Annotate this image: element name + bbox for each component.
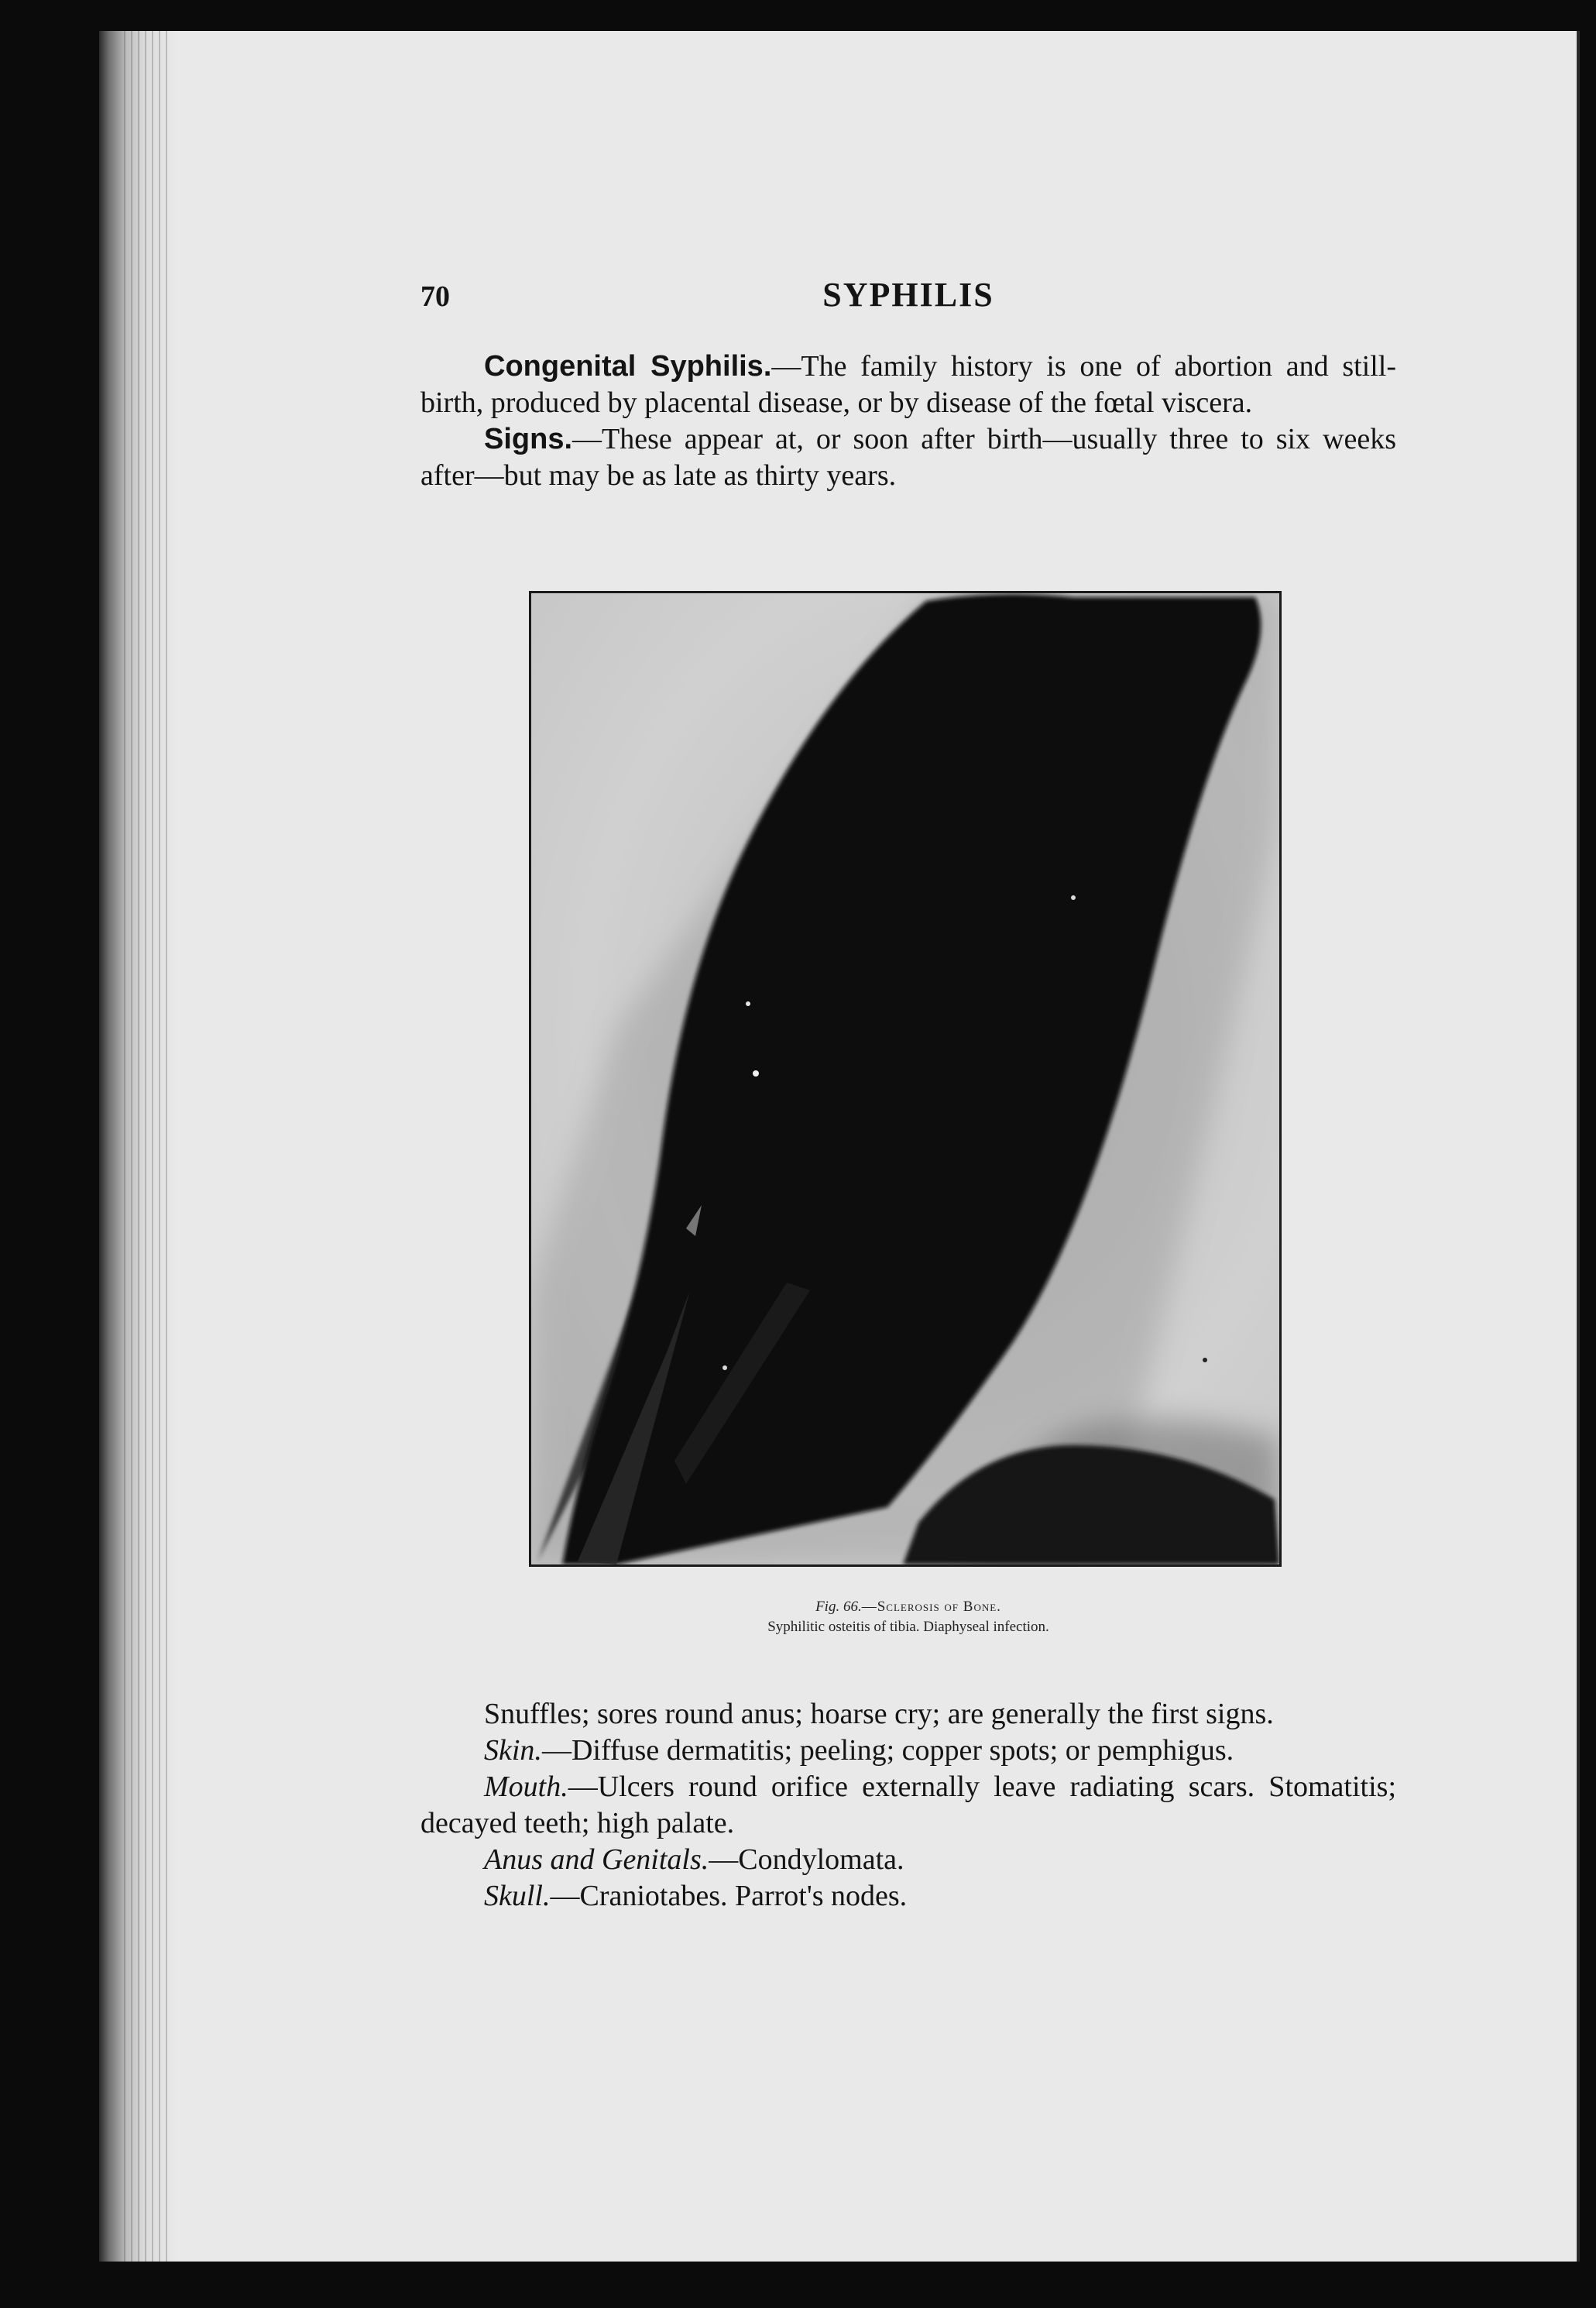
skull-text: —Craniotabes. Parrot's nodes. — [550, 1880, 908, 1912]
skull-label: Skull. — [484, 1880, 551, 1912]
page-title: SYPHILIS — [822, 276, 994, 314]
xray-image — [531, 593, 1279, 1564]
snuffles-paragraph: Snuffles; sores round anus; hoarse cry; are generally the first signs. — [484, 1698, 1274, 1730]
signs-paragraph — [420, 421, 1396, 494]
skin-text: —Diffuse dermatitis; peeling; copper spots; or pemphigus. — [541, 1734, 1234, 1767]
signs-heading: Signs. — [484, 423, 573, 455]
running-head — [420, 275, 1396, 321]
page-number: 70 — [420, 280, 450, 313]
skull-paragraph — [420, 1878, 1396, 1915]
signs-text: —These appear at, or soon after birth—usually three to six weeks after—but may be as late as thirty years. — [420, 423, 1396, 492]
figure-caption-title — [420, 1597, 1396, 1617]
signs-list-section — [420, 1696, 1396, 1915]
anus-label: Anus and Genitals. — [484, 1843, 709, 1876]
figure-caption — [420, 1597, 1396, 1637]
figure-title: —Sclerosis of Bone. — [861, 1599, 1001, 1615]
mouth-paragraph — [420, 1769, 1396, 1842]
figure-label: Fig. 66. — [815, 1599, 862, 1615]
anus-paragraph — [420, 1842, 1396, 1878]
page-edge — [1577, 31, 1580, 2262]
mouth-text: —Ulcers round orifice externally leave radiating scars. Stomatitis; decayed teeth; high palate. — [420, 1770, 1396, 1839]
mouth-label: Mouth. — [484, 1770, 568, 1803]
congenital-heading: Congenital Syphilis. — [484, 350, 772, 383]
gutter-lines — [124, 31, 170, 2262]
congenital-text: —The family history is one of abortion and still-birth, produced by placental disease, or by disease of the fœtal viscera. — [420, 350, 1396, 419]
anus-text: —Condylomata. — [709, 1843, 904, 1876]
xray-figure — [529, 591, 1282, 1567]
congenital-paragraph — [420, 349, 1396, 421]
skin-paragraph — [420, 1733, 1396, 1769]
figure-description: Syphilitic osteitis of tibia. Diaphyseal infection. — [767, 1619, 1049, 1635]
intro-section — [420, 349, 1396, 494]
skin-label: Skin. — [484, 1734, 542, 1767]
